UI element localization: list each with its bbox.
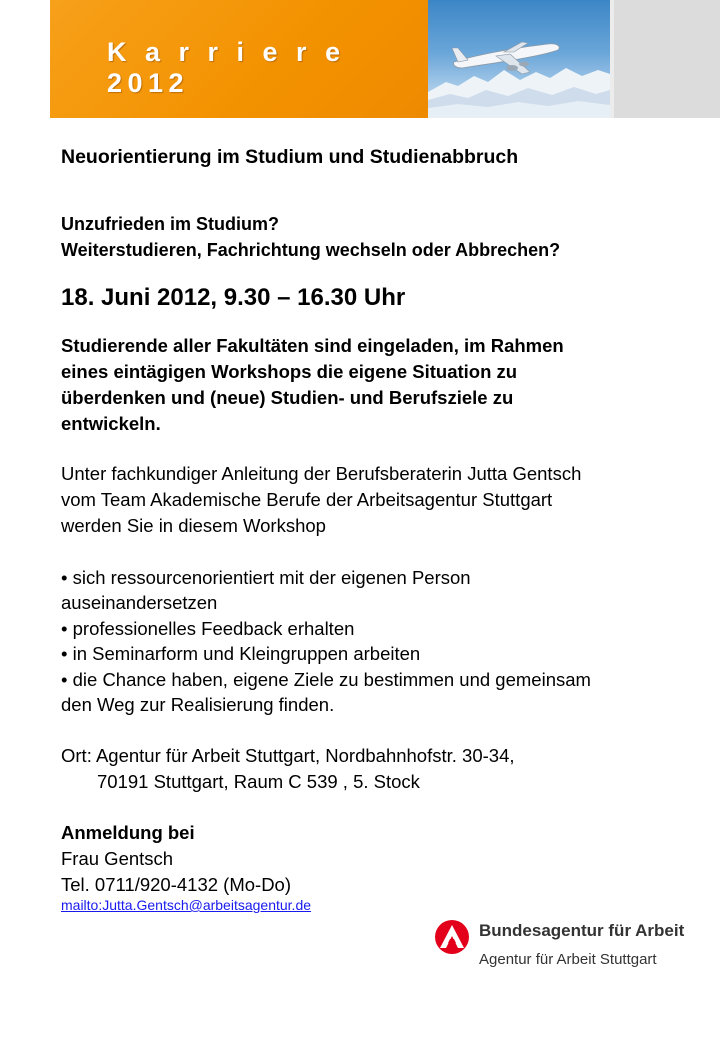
bullet-line: den Weg zur Realisierung finden. (61, 694, 335, 715)
bullet-line: auseinandersetzen (61, 592, 218, 613)
location-line-1: Ort: Agentur für Arbeit Stuttgart, Nordbahnhofstr. 30-34, (61, 745, 515, 766)
airplane-photo (428, 0, 610, 118)
event-date: 18. Juni 2012, 9.30 – 16.30 Uhr (61, 284, 406, 311)
location-line-2: 70191 Stuttgart, Raum C 539 , 5. Stock (97, 771, 420, 792)
intro-line: werden Sie in diesem Workshop (61, 515, 326, 536)
invitation-line: überdenken und (neue) Studien- und Berufsziele zu (61, 387, 514, 408)
intro-line: Unter fachkundiger Anleitung der Berufsberaterin Jutta Gentsch (61, 463, 582, 484)
bundesagentur-logo (434, 916, 694, 978)
logo-line-1: Bundesagentur für Arbeit (479, 921, 685, 940)
bullet-line: • die Chance haben, eigene Ziele zu bestimmen und gemeinsam (61, 669, 591, 690)
logo-line-2: Agentur für Arbeit Stuttgart (479, 951, 657, 968)
bullet-line: • in Seminarform und Kleingruppen arbeiten (61, 643, 421, 664)
intro-line: vom Team Akademische Berufe der Arbeitsagentur Stuttgart (61, 489, 553, 510)
header-gray-panel (610, 0, 720, 118)
contact-phone: Tel. 0711/920-4132 (Mo-Do) (61, 874, 292, 895)
page-title: Neuorientierung im Studium und Studienabbruch (61, 146, 519, 168)
invitation-line: entwickeln. (61, 413, 161, 434)
bullet-line: • professionelles Feedback erhalten (61, 618, 355, 639)
header-banner (50, 0, 428, 118)
question-line-1: Unzufrieden im Studium? (61, 214, 279, 234)
contact-name: Frau Gentsch (61, 848, 174, 869)
airplane-sky-image (428, 0, 610, 118)
ba-logo-mark-icon (434, 919, 470, 955)
invitation-line: eines eintägigen Workshops die eigene Situation zu (61, 361, 518, 382)
bullet-line: • sich ressourcenorientiert mit der eigenen Person (61, 567, 471, 588)
question-line-2: Weiterstudieren, Fachrichtung wechseln oder Abbrechen? (61, 240, 561, 260)
registration-heading: Anmeldung bei (61, 822, 195, 843)
invitation-line: Studierende aller Fakultäten sind eingeladen, im Rahmen (61, 335, 564, 356)
banner-title: K a r r i e r e 2012 (107, 37, 346, 98)
contact-email-link[interactable]: mailto:Jutta.Gentsch@arbeitsagentur.de (61, 897, 312, 913)
